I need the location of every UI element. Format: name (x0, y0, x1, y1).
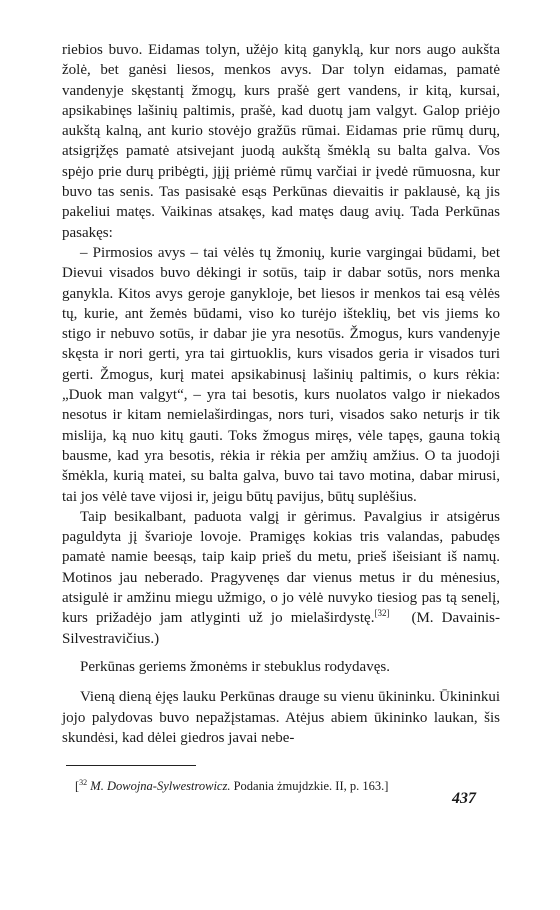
paragraph-2: – Pirmosios avys – tai vėlės tų žmonių, kurie vargingai būdami, bet Dievui visados buvo dėkingi ir sotūs, taip ir dabar sotūs, nors menka ganykla. Kitos avys geroje ganykloje, bet liesos ir menkos tai esą vėlės tų, kurie, ant žemės būdami, viso ko turėjo išteklių, bet vis jiems ko stigo ir nebuvo sotūs, ir dabar jie yra nesotūs. Žmogus, kurs vandenyje skęsta ir nori gerti, yra tai girtuoklis, kurs visados geria ir visados turi gerti. Žmogus, kurį matei apsikabinusį lašinių paltimis, o kurs rėkia: „Duok man valgyt“, – yra tai besotis, kurs nuolatos valgo ir niekados nesotus ir kitam nemielaširdingas, nors turi, visados sako neturįs ir tik mislija, ką nuo kitų gauti. Toks žmogus miręs, vėle tapęs, gauna tokią bausme, kad yra besotis, rėkia ir rėkia per amžių amžius. O ta juodoji šmėkla, kurią matei, su balta galva, buvo tai tavo motina, dabar mirusi, tai jos vėlė tave vijosi ir, jeigu būtų pavijus, būtų suplėšius. (62, 244, 500, 505)
page-number: 437 (452, 790, 476, 807)
paragraph-3-text: Taip besikalbant, paduota valgį ir gėrimus. Pavalgius ir atsigėrus paguldyta jį švarioje lovoje. Pramigęs kokias tris valandas, pabudęs pamatė namie beesąs, taip kaip prieš du metu, prieš išeisiant iš namų. Motinos jau neberado. Pragyvenęs dar vienus metus ir du mėnesius, atsigulė ir amžinu miegu užmigo, o jo vėlė nuvyko tiesiog pas tą senelį, kurs prižadėjo jam atlyginti už jo mielaširdystę. (62, 508, 500, 627)
footnote-open-bracket: [ (75, 779, 80, 793)
reference-mark: [32] (374, 608, 390, 619)
paragraph-1: riebios buvo. Eidamas tolyn, užėjo kitą ganyklą, kur nors augo aukšta žolė, bet ganėsi liesos, menkos avys. Dar tolyn eidamas, pamatė vandenyje skęstantį žmogų, kurs prašė gert vandens, ir kitą, kursai, apsikabinęs lašinių paltimis, prašė, kad duotų jam valgyt. Galop priėjo aukštą kalną, ant kurio stovėjo gražūs rūmai. Eidamas prie rūmų durų, atsigrįžęs pamatė atsivejant juodą aukštą šmėklą su balta galva. Vos spėjo prie durų pribėgti, jįjį priėmė rūmų varčiai ir įvedė rūmuosna, kur buvo tas senis. Tas pasisakė esąs Perkūnas dievaitis ir paklausė, ką jis pakeliui matęs. Vaikinas atsakęs, kad matęs daug avių. Tada Perkūnas pasakęs: (62, 42, 500, 241)
section-title: Perkūnas geriems žmonėms ir stebuklus rodydavęs. (80, 658, 390, 675)
footnote-author: M. Dowojna-Sylwestrowicz. (90, 779, 231, 793)
footnote-divider (66, 765, 196, 766)
footnote-source: Podania żmujdzkie. II, p. 163.] (230, 779, 389, 793)
paragraph-4: Vieną dieną ėjęs lauku Perkūnas drauge su vienu ūkininku. Ūkininkui jojo palydovas buvo nepažįstamas. Atėjus abiem ūkininko laukan, šis skundėsi, kad dėlei giedros javai nebe- (62, 689, 500, 746)
signature: (M. Davainis-Silvestravičius.) (62, 610, 500, 647)
paragraph-3 (62, 507, 500, 649)
footnote-mark: 32 (79, 777, 88, 787)
page-body (62, 40, 500, 748)
footnote (75, 778, 388, 794)
